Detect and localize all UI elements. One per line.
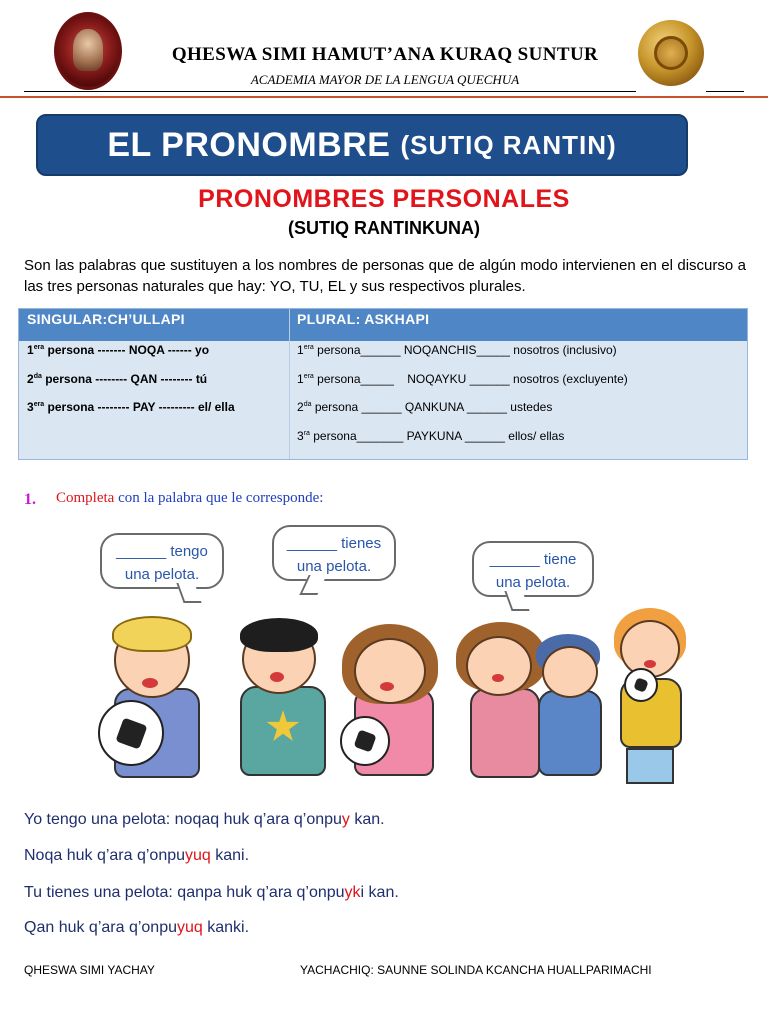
child-star-shirt	[226, 616, 346, 786]
org-subtitle: ACADEMIA MAYOR DE LA LENGUA QUECHUA	[250, 72, 520, 87]
child-girl-orange-with-ball	[606, 608, 696, 788]
exercise-instruction: Completa con la palabra que le corresponde:	[56, 490, 324, 506]
sentence-line: Tu tienes una pelota: qanpa huk q’ara q’onpuyki kan.	[24, 884, 399, 901]
org-name: QHESWA SIMI HAMUT’ANA KURAQ SUNTUR	[171, 44, 599, 65]
header-divider-right	[706, 91, 744, 92]
plural-row: $1^{era}$ persona______ NOQANCHIS_____ nosotros (inclusivo)	[297, 343, 617, 357]
pronoun-table	[18, 308, 748, 460]
footer-course: QHESWA SIMI YACHAY	[24, 963, 155, 977]
footer-teacher: YACHACHIQ: SAUNNE SOLINDA KCANCHA HUALLPARIMACHI	[300, 963, 652, 977]
plural-row: $3^{ra}$ persona_______ PAYKUNA ______ ellos/ ellas	[297, 429, 565, 443]
sentence-line: Noqa huk q’ara q’onpuyuq kani.	[24, 847, 250, 864]
page-title-quechua: (SUTIQ RANTIN)	[400, 129, 617, 160]
gold-sun-emblem-logo	[638, 20, 704, 86]
header-singular: SINGULAR:CH’ULLAPI	[27, 311, 185, 327]
sentence-line: Qan huk q’ara q’onpuyuq kanki.	[24, 919, 250, 936]
pronoun-table-header	[19, 309, 747, 341]
child-girl-pink-with-ball	[336, 624, 446, 784]
speech-bubble: ______ tienes una pelota.	[272, 525, 396, 581]
speech-bubble: ______ tiene una pelota.	[472, 541, 594, 597]
child-blond-with-ball	[92, 616, 212, 786]
singular-row: $3^{era}$ persona -------- PAY --------- el/ ella	[27, 400, 235, 414]
section-title: PRONOMBRES PERSONALES	[198, 185, 570, 213]
page-title: EL PRONOMBRE	[107, 125, 391, 164]
children-hugging	[452, 618, 612, 788]
section-subtitle: (SUTIQ RANTINKUNA)	[288, 218, 480, 238]
speech-bubble: ______ tengo una pelota.	[100, 533, 224, 589]
intro-paragraph: Son las palabras que sustituyen a los nombres de personas que de algún modo intervienen en el discurso a las tres personas naturales que hay: YO, TU, EL y sus respectivos plurales.	[24, 257, 746, 295]
header-plural: PLURAL: ASKHAPI	[297, 311, 430, 327]
singular-row: $2^{da}$ persona -------- QAN -------- tú	[27, 372, 208, 386]
singular-row: $1^{era}$ persona ------- NOQA ------ yo	[27, 343, 210, 357]
title-banner	[36, 114, 688, 176]
header-accent-rule	[0, 96, 768, 98]
plural-row: $1^{era}$ persona_____ NOQAYKU ______ nosotros (excluyente)	[297, 372, 628, 386]
column-divider	[289, 309, 290, 459]
academy-seal-logo	[54, 12, 122, 90]
sentence-line: Yo tengo una pelota: noqaq huk q’ara q’onpuy kan.	[24, 811, 385, 828]
plural-row: $2^{da}$ persona ______ QANKUNA ______ ustedes	[297, 400, 553, 414]
header-divider	[24, 91, 636, 92]
exercise-number: 1.	[24, 491, 36, 508]
